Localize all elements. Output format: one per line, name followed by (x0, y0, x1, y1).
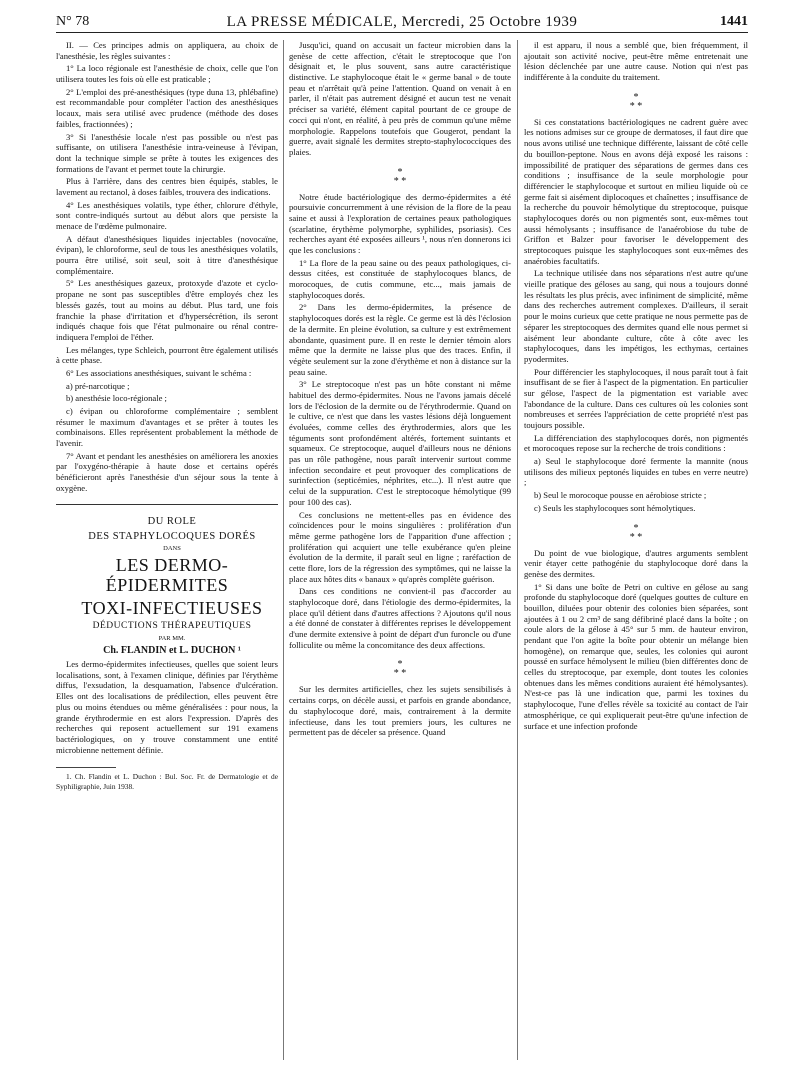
paragraph: Ces conclusions ne mettent-elles pas en évidence des coïncidences pour le moins singulières : prolifération d'un même germe pathogène lors de l'apparition d'une affection ; prolifération qui acquiert une telle exubérance qu'en pleine évolution de la dermite, il paraît seul en ligne ; raréfaction de cette flore, lors de la régression des symptômes, qui ne laisse la place aux hôtes dits « banaux » qu'après complète guérison. (289, 509, 511, 584)
paragraph: La technique utilisée dans nos séparations n'est autre qu'une vieille pratique des géloses au sang, qui nous a toujours donné les résultats les plus précis, avec infiniment de simplicité, même dans des recherches autrement complexes. D'ailleurs, il serait pour le moins curieux que cette pratique ne nous permette pas de séparer les streptocoques des dermites quand elle nous permet si aisément leur abondante culture, côte à côte avec les staphylocoques, dans les impétigos, les ecthymas, certaines pyodermites. (524, 268, 748, 364)
paragraph: Les dermo-épidermites infectieuses, quelles que soient leurs localisations, sont, à l'examen clinique, définies par l'érythème diffus, l'exsudation, la desquamation, l'absence d'ulcération. Elles ont des localisations de prédilection, elles peuvent être plus ou moins étendues ou même généralisées : pour nous, la grande érythrodermie en est alors l'expression. D'après des recherches qui reposent actuellement sur 191 examens bactériologiques, on y trouve constamment une entité microbienne nettement définie. (56, 659, 278, 755)
paragraph: Jusqu'ici, quand on accusait un facteur microbien dans la genèse de cette affection, c'était le streptocoque que l'on désignait et, le plus souvent, sans autre caractéristique distinctive. Le staphylocoque était le « germe banal » de toute peau et n'arrêtait qu'à peine l'attention. Quand on venait à en parler, il n'était pas autrement désigné et aucun test ne venait préciser sa variété, élément capital pourtant de ce groupe de cocci qui n'ont, en réalité, à peu près de commun qu'une même morphologie. Rappelons toutefois que Gougerot, pendant la guerre, avait signalé les dermites strepto-staphylococciques des plaies. (289, 40, 511, 157)
article-title-main: TOXI-INFECTIEUSES (81, 598, 263, 619)
asterism-line: * * (393, 668, 407, 680)
section-asterism (289, 168, 511, 186)
article-title-line: DANS (163, 544, 181, 552)
section-asterism (524, 93, 748, 111)
paragraph: c) Seuls les staphylocoques sont hémolytiques. (534, 502, 696, 513)
asterism-line: * (633, 91, 639, 103)
paragraph: Notre étude bactériologique des dermo-épidermites a été poursuivie concurremment à une révision de la flore de la peau saine et aussi à l'exploration de certaines peaux pathologiques (scarlatine, érythème polymorphe, syphilides, psoriasis). Ces recherches ayant été exposées ailleurs ¹, nous n'en donnerons ici que les conclusions : (289, 191, 511, 255)
column-divider (517, 40, 518, 1060)
column-divider (283, 40, 284, 1060)
asterism-line: * (397, 659, 403, 671)
paragraph: Dans ces conditions ne convient-il pas d'accorder au staphylocoque doré, dans l'étiologie des dermo-épidermites, la place qu'il détient dans d'autres affections ? Ajoutons qu'il nous a été donné de constater à différentes reprises le développement d'une dermite extensive à point de départ d'un furoncle ou d'une folliculite ou même la concomitance des deux affections. (289, 586, 511, 650)
paragraph: c) évipan ou chloroforme complémentaire ; semblent résumer le maximum d'avantages et se prêter à toutes les combinaisons. Elles représentent probablement la méthode de l'avenir. (56, 406, 278, 449)
paragraph: 4° Les anesthésiques volatils, type éther, chlorure d'éthyle, sont contre-indiqués surtout au début alors que persiste la menace de l'œdème pulmonaire. (56, 199, 278, 231)
paragraph: 1° La loco régionale est l'anesthésie de choix, celle que l'on utilisera toutes les fois où elle est praticable ; (56, 63, 278, 85)
page-number: 1441 (720, 14, 748, 29)
paragraph: Du point de vue biologique, d'autres arguments semblent venir étayer cette pathogénie du staphylocoque doré dans la genèse des dermites. (524, 547, 748, 579)
paragraph: a) pré-narcotique ; (66, 380, 130, 391)
paragraph: 2° Dans les dermo-épidermites, la présence de staphylocoques dorés est la règle. Ce germe est là dès l'éclosion de la dermite. En pleine évolution, sa culture y est extrêmement abondante, quasiment pure. Il en reste le dernier témoin alors même que la dermite ne laisse plus que des traces. Enfin, il végète seulement sur la zone d'érythème et non à distance sur la peau saine. (289, 302, 511, 377)
paragraph: il est apparu, il nous a semblé que, bien fréquemment, il ajoutait son activité nocive, peut-être même entretenait une lésion déclenchée par une autre cause. Notion qui n'est pas indifférente à la conduite du traitement. (524, 40, 748, 83)
paragraph: Plus à l'arrière, dans des centres bien équipés, stables, le lavement au rectanol, à doses faibles, trouvera des indications. (56, 176, 278, 197)
paragraph: 3° Si l'anesthésie locale n'est pas possible ou n'est pas suffisante, on utilisera l'anesthésie intra-veineuse à l'évipan, dont la technique simple se prête à toutes les exigences des formations de l'avant et permet toute la chirurgie. (56, 131, 278, 174)
paragraph: Sur les dermites artificielles, chez les sujets sensibilisés à certains corps, on décèle aussi, et parfois en grande abondance, du staphylocoque doré, mais, contrairement à la dermite infectieuse, dans les tout premiers jours, les cultures ne permettent pas de déceler sa présence. Quand (289, 684, 511, 738)
paragraph: 5° Les anesthésiques gazeux, protoxyde d'azote et cyclo-propane ne sont pas susceptibles d'être employés chez les blessés gazés, tout au moins au début. Plus tard, une fois franchie la phase d'irritation et d'hypersécrétion, ils seront indiqués chaque fois que l'état pulmonaire ou rénal contre-indiquera l'emploi de l'éther. (56, 278, 278, 342)
article-subtitle: DÉDUCTIONS THÉRAPEUTIQUES (92, 620, 252, 631)
issue-number: N° 78 (56, 14, 90, 29)
paragraph: Si ces constatations bactériologiques ne cadrent guère avec les notions admises sur ce groupe de dermatoses, il faut dire que nous avons utilisé une technique différente, laissant de côté celle du bouillon-peptone. Nous en avons déjà exposé les raisons : impossibilité de pratiquer des séparations de germes dans ces conditions ; insuffisance de la seule morphologie pour différencier le staphylocoque et surtout en milieu liquide où ce germe fait si aisément diplocoques et chaînettes ; insuffisance de la recherche du pouvoir hémolytique du streptocoque, puisque staphylocoques dorés ou non pigmentés sont, eux-mêmes tout aussi hémolysants ; insuffisance de l'anaérobiose du tube de Griffon et Balzer pour favoriser le développement des streptocoques puisque les staphylocoques sont eux-mêmes des anaérobies facultatifs. (524, 116, 748, 266)
paragraph: a) Seul le staphylocoque doré fermente la mannite (nous utilisons des milieux peptonés liquides en tubes en verre neutre) ; (524, 456, 748, 488)
paragraph: 1° Si dans une boîte de Petri on cultive en gélose au sang profonde du staphylocoque doré (quelques gouttes de culture en bouillon, diluées pour obtenir des colonies bien séparées, sont ajoutées à 1 ou 2 cm³ de sang défibriné placé dans la boîte ; on coule alors de la gélose à 45° sur 5 mm. de hauteur environ, pendant que l'on agite la boîte pour obtenir un mélange bien homogène), on remarque que, seules, les colonies qui auront poussé en surface hémolysent le milieu (bien différentes donc de celles du streptocoque, par exemple, dont toutes les colonies obtenues dans les mêmes conditions auraient été hémolysantes). N'est-ce pas là une indication que, parmi les toxines du staphylocoque, l'une d'elles révèle sa toxicité au contact de l'air atmosphérique, ce qui expliquerait peut-être qu'une infection de surface et une infection profonde (524, 581, 748, 731)
asterism-line: * (397, 166, 403, 178)
footnote: 1. Ch. Flandin et L. Duchon : Bul. Soc. Fr. de Dermatologie et de Syphiligraphie, Juin 1938. (56, 772, 278, 791)
header-rule (56, 32, 748, 33)
paragraph: Pour différencier les staphylocoques, il nous paraît tout à fait insuffisant de se fier à l'aspect de la pigmentation. En particulier sur gélose, l'aspect de la pigmentation est variable avec l'abondance de la culture. Dans ces cultures où les colonies sont nombreuses et serrées l'appréciation de cette propriété n'est pas toujours possible. (524, 366, 748, 430)
paragraph: Les mélanges, type Schleich, pourront être également utilisés à cette phase. (56, 344, 278, 366)
paragraph: b) Seul le morocoque pousse en aérobiose stricte ; (534, 490, 707, 501)
section-asterism (524, 524, 748, 542)
column-3 (524, 40, 748, 733)
paragraph: 3° Le streptocoque n'est pas un hôte constant ni même habituel des dermo-épidermites. Nous ne l'avons jamais décelé lors de l'éclosion de la dermite ou de l'érythrodermie. Quand on le cultive, ce n'est que dans les vastes lésions déjà longuement évoluées, comme celles des érythrodermies, alors que les téguments sont profondément altérés, fortement suintants et squameux. Ce streptocoque, auquel d'ailleurs nous ne dénions pas un rôle pathogène, nous paraît intervenir surtout comme infection secondaire et peut provoquer des complications de surinfection (septicémies, néphrites, etc...). Il n'est autre que celui de la suppuration. C'est le streptocoque hémolytique (99 pour 100 des cas). (289, 379, 511, 507)
paragraph: 1° La flore de la peau saine ou des peaux pathologiques, ci-dessus citées, est constituée de staphylocoques blancs, de morocoques, de cutis commune, etc..., mais jamais de staphylocoques dorés. (289, 257, 511, 300)
article-title-main: LES DERMO-ÉPIDERMITES (105, 554, 229, 596)
footnote-rule (56, 767, 116, 768)
article-by: PAR MM. (158, 634, 186, 642)
paragraph: II. — Ces principes admis on appliquera, au choix de l'anesthésie, les règles suivantes : (56, 40, 278, 61)
article-authors: Ch. FLANDIN et L. DUCHON ¹ (103, 644, 241, 656)
article-title-line: DES STAPHYLOCOQUES DORÉS (88, 530, 256, 542)
column-2 (289, 40, 511, 740)
paragraph: La différenciation des staphylocoques dorés, non pigmentés et morocoques repose sur la recherche de trois conditions : (524, 432, 748, 454)
anesthesia-rules (56, 40, 278, 494)
paragraph: A défaut d'anesthésiques liquides injectables (novocaïne, évipan), le chloroforme, seul de tous les anesthésiques volatils, pourra être utilisé, soit seul, soit à titre d'anesthésique complémentaire. (56, 233, 278, 276)
section-asterism (289, 660, 511, 678)
paragraph: 2° L'emploi des pré-anesthésiques (type duna 13, phlébafine) est recommandable pour compléter l'action des anesthésiques locaux, mais sera utilisé avec prudence (méthode des doses faibles, fractionnées) ; (56, 86, 278, 129)
article-heading (56, 515, 278, 658)
paragraph: 7° Avant et pendant les anesthésies on améliorera les anoxies par l'oxygéno-thérapie à haute dose et certains opérés bénéficieront après l'anesthésie d'un séjour sous la tente à oxygène. (56, 450, 278, 493)
paragraph: 6° Les associations anesthésiques, suivant le schéma : (66, 367, 252, 378)
column-1 (56, 40, 278, 793)
asterism-line: * * (629, 100, 643, 112)
asterism-line: * * (629, 531, 643, 543)
paragraph: b) anesthésie loco-régionale ; (66, 393, 167, 404)
asterism-line: * (633, 522, 639, 534)
asterism-line: * * (393, 175, 407, 187)
article-separator (56, 504, 278, 505)
article-title-line: DU ROLE (147, 515, 197, 527)
journal-title: LA PRESSE MÉDICALE, Mercredi, 25 Octobre 1939 (226, 14, 578, 30)
